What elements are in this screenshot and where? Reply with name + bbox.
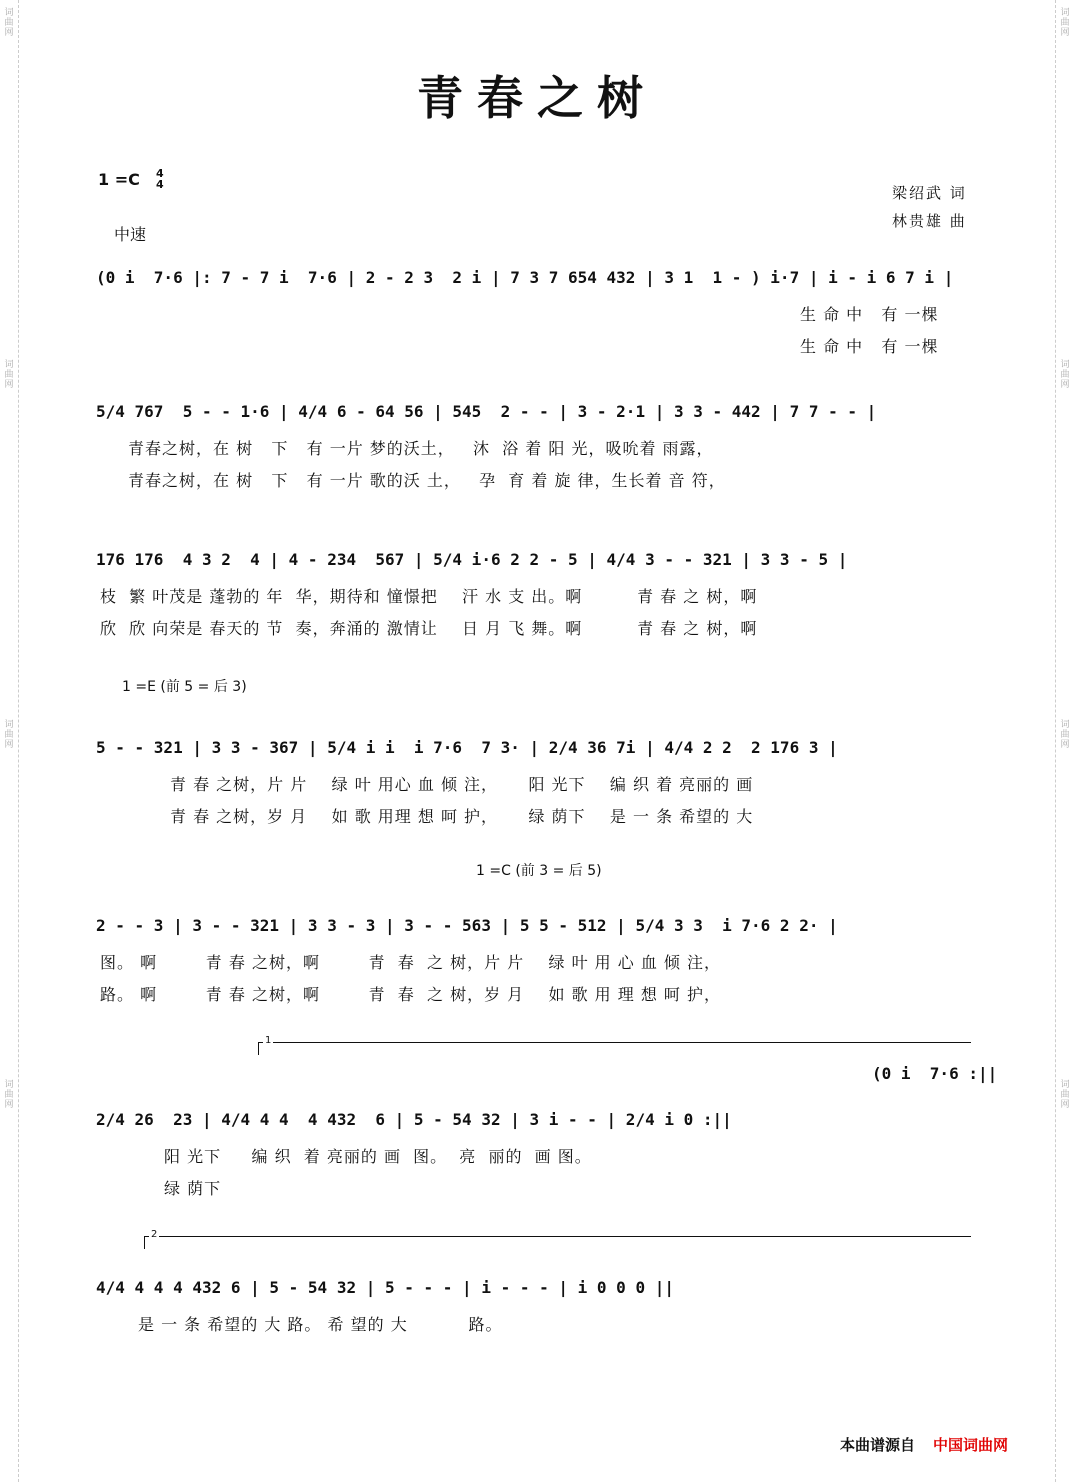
composer-credit: 林贵雄 曲 bbox=[892, 212, 967, 230]
first-ending-bracket bbox=[258, 1035, 971, 1055]
time-sig-top: 4 bbox=[156, 167, 164, 180]
watermark: 词曲网 bbox=[4, 8, 14, 38]
lyrics-verse-2: 绿 荫下 bbox=[164, 1179, 222, 1198]
time-sig-bottom: 4 bbox=[156, 178, 164, 191]
brand-link[interactable]: 中国词曲网 bbox=[933, 1436, 1009, 1454]
key-change-c: 1 =C (前 3 = 后 5) bbox=[476, 863, 602, 879]
watermark: 词曲网 bbox=[1060, 360, 1070, 390]
lyricist-credit: 梁绍武 词 bbox=[892, 184, 967, 202]
key-change-e: 1 =E (前 5 = 后 3) bbox=[122, 679, 247, 695]
notation-line: 5 - - 321 | 3 3 - 367 | 5/4 i i i 7·6 7 3· | 2/4 36 7i | 4/4 2 2 2 176 3 | bbox=[96, 738, 838, 757]
lyrics-verse-1: 图。 啊 青 春 之树，啊 青 春 之 树，片 片 绿 叶 用 心 血 倾 注， bbox=[100, 953, 722, 972]
lyrics-verse-2: 欣 欣 向荣是 春天的 节 奏，奔涌的 激情让 日 月 飞 舞。啊 青 春 之 树，啊 bbox=[100, 619, 758, 638]
volta-number: 2 bbox=[151, 1229, 158, 1240]
notation-line: (0 i 7·6 |: 7 - 7 i 7·6 | 2 - 2 3 2 i | 7 3 7 654 432 | 3 1 1 - ) i·7 | i - i 6 7 i | bbox=[96, 268, 954, 287]
watermark: 词曲网 bbox=[4, 360, 14, 390]
watermark: 词曲网 bbox=[1060, 8, 1070, 38]
watermark: 词曲网 bbox=[4, 720, 14, 750]
lyrics-verse-2: 路。 啊 青 春 之树，啊 青 春 之 树，岁 月 如 歌 用 理 想 呵 护， bbox=[100, 985, 722, 1004]
watermark: 词曲网 bbox=[1060, 720, 1070, 750]
lyrics-verse-2: 生 命 中 有 一棵 bbox=[800, 337, 939, 356]
notation-line: 4/4 4 4 4 432 6 | 5 - 54 32 | 5 - - - | i - - - | i 0 0 0 || bbox=[96, 1278, 674, 1297]
song-title: 青春之树 bbox=[417, 71, 657, 125]
time-signature bbox=[156, 168, 164, 190]
lyrics-verse-2: 青春之树，在 树 下 有 一片 歌的沃 土， 孕 育 着 旋 律，生长着 音 符， bbox=[128, 471, 726, 490]
notation-line: 2 - - 3 | 3 - - 321 | 3 3 - 3 | 3 - - 563 | 5 5 - 512 | 5/4 3 3 i 7·6 2 2· | bbox=[96, 916, 838, 935]
tempo-marking: 中速 bbox=[114, 225, 147, 244]
lyrics-verse-1: 是 一 条 希望的 大 路。 希 望的 大 路。 bbox=[138, 1315, 503, 1334]
source-text: 本曲谱源自 bbox=[840, 1436, 916, 1454]
second-ending-bracket bbox=[144, 1229, 971, 1249]
volta-number: 1 bbox=[265, 1035, 272, 1046]
left-margin bbox=[0, 0, 19, 1482]
notation-line: 2/4 26 23 | 4/4 4 4 4 432 6 | 5 - 54 32 | 3 i - - | 2/4 i 0 :|| bbox=[96, 1110, 732, 1129]
watermark: 词曲网 bbox=[4, 1080, 14, 1110]
lyrics-verse-1: 青 春 之树，片 片 绿 叶 用心 血 倾 注， 阳 光下 编 织 着 亮丽的 画 bbox=[170, 775, 754, 794]
notation-line: 176 176 4 3 2 4 | 4 - 234 567 | 5/4 i·6 2 2 - 5 | 4/4 3 - - 321 | 3 3 - 5 | bbox=[96, 550, 848, 569]
lyrics-verse-1: 枝 繁 叶茂是 蓬勃的 年 华，期待和 憧憬把 汗 水 支 出。啊 青 春 之 树，啊 bbox=[100, 587, 758, 606]
lyrics-verse-1: 阳 光下 编 织 着 亮丽的 画 图。 亮 丽的 画 图。 bbox=[164, 1147, 592, 1166]
footer-source bbox=[840, 1434, 1008, 1455]
right-margin bbox=[1055, 0, 1074, 1482]
watermark: 词曲网 bbox=[1060, 1080, 1070, 1110]
lyrics-verse-1: 生 命 中 有 一棵 bbox=[800, 305, 939, 324]
lyrics-verse-1: 青春之树，在 树 下 有 一片 梦的沃土， 沐 浴 着 阳 光，吸吮着 雨露， bbox=[128, 439, 714, 458]
lyrics-verse-2: 青 春 之树，岁 月 如 歌 用理 想 呵 护， 绿 荫下 是 一 条 希望的 大 bbox=[170, 807, 754, 826]
repeat-notation: (0 i 7·6 :|| bbox=[872, 1064, 998, 1083]
notation-line: 5/4 767 5 - - 1·6 | 4/4 6 - 64 56 | 545 2 - - | 3 - 2·1 | 3 3 - 442 | 7 7 - - | bbox=[96, 402, 877, 421]
key-signature: 1 =C bbox=[98, 170, 140, 189]
